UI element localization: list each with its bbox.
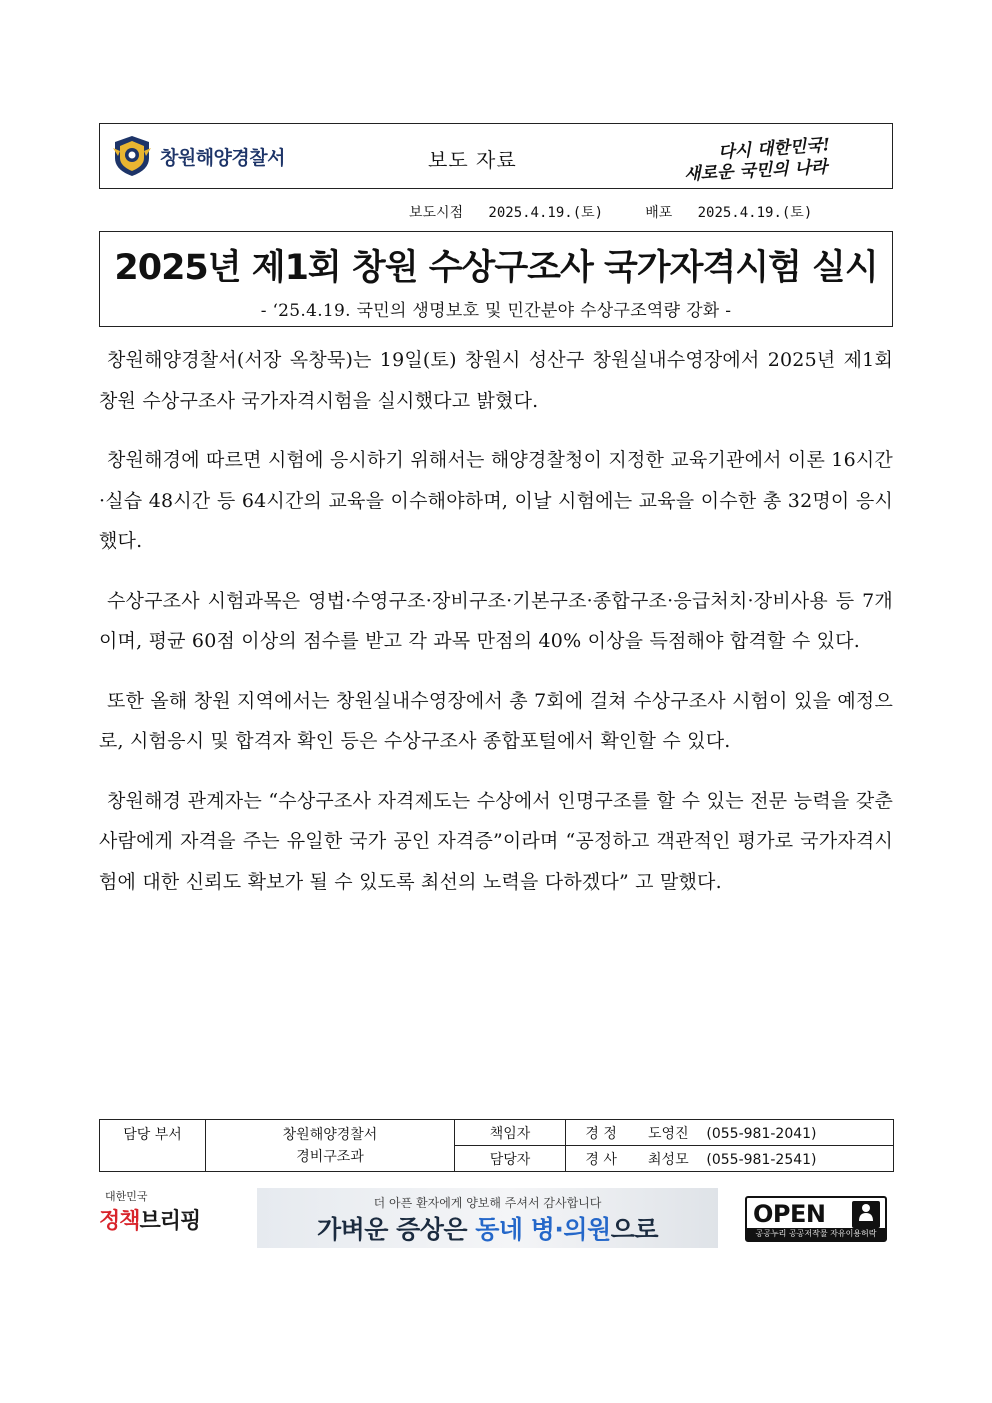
dept-name <box>206 1120 455 1172</box>
dept-line-1: 창원해양경찰서 <box>282 1126 378 1143</box>
kogl-open-license-badge[interactable] <box>745 1196 887 1242</box>
paragraph-3: 수상구조사 시험과목은 영법·수영구조·장비구조·기본구조·종합구조·응급처치·장비사용 등 7개이며, 평균 60점 이상의 점수를 받고 각 과목 만점의 40% 이상을 득점해야 합격할 수 있다. <box>99 589 893 652</box>
subheadline: - ‘25.4.19. 국민의 생명보호 및 민간분야 수상구조역량 강화 - <box>260 301 732 321</box>
paragraph-5: 창원해경 관계자는 “수상구조사 자격제도는 수상에서 인명구조를 할 수 있는 전문 능력을 갖춘 사람에게 자격을 주는 유일한 국가 공인 자격증”이라며 “공정하고 객관적인 평가로 국가자격시험에 대한 신뢰도 확보가 될 수 있도록 최선의 노력을 다하겠다” 고 말했다. <box>99 789 893 893</box>
government-slogan <box>678 132 868 185</box>
doc-type-label: 보도 자료 <box>428 148 517 172</box>
headline: 2025년 제1회 창원 수상구조사 국가자격시험 실시 <box>114 248 878 288</box>
dept-label: 담당 부서 <box>100 1120 206 1172</box>
contact-phone: (055-981-2041) <box>706 1125 817 1142</box>
banner-main-text: 가벼운 증상은 동네 병·의원으로 <box>316 1215 659 1244</box>
campaign-banner[interactable] <box>257 1188 718 1248</box>
contact-name: 최성모 <box>648 1151 689 1168</box>
headline-box <box>99 231 893 327</box>
contact-table <box>99 1119 894 1172</box>
release-time-label: 보도시점 <box>409 205 464 221</box>
contact-phone: (055-981-2541) <box>706 1151 817 1168</box>
contact-rank: 경 사 <box>585 1151 617 1168</box>
contact-rank: 경 정 <box>585 1125 617 1142</box>
contact-info <box>566 1120 894 1146</box>
article-body <box>99 340 893 914</box>
release-info <box>409 202 812 222</box>
distribution-value: 2025.4.19.(토) <box>697 205 813 221</box>
footer <box>99 1186 893 1252</box>
distribution-label: 배포 <box>645 205 673 221</box>
slogan-line-1: 다시 대한민국! <box>717 135 831 163</box>
contact-row <box>100 1120 894 1146</box>
org-logo <box>112 134 285 178</box>
release-time-value: 2025.4.19.(토) <box>488 205 604 221</box>
open-logo-text: OPEN <box>753 1200 826 1228</box>
dept-line-2: 경비구조과 <box>296 1148 364 1165</box>
attribution-person-icon <box>852 1201 880 1228</box>
press-header <box>99 123 893 189</box>
paragraph-4: 또한 올해 창원 지역에서는 창원실내수영장에서 총 7회에 걸쳐 수상구조사 시험이 있을 예정으로, 시험응시 및 합격자 확인 등은 수상구조사 종합포털에서 확인할 수 있다. <box>99 689 893 752</box>
slogan-line-2: 새로운 국민의 나라 <box>683 157 828 185</box>
contact-name: 도영진 <box>648 1125 689 1142</box>
contact-info <box>566 1146 894 1172</box>
briefing-main-text: 정책브리핑 <box>99 1209 201 1234</box>
banner-top-text: 더 아픈 환자에게 양보해 주셔서 감사합니다 <box>373 1196 602 1210</box>
open-license-caption: 공공누리 공공저작물 자유이용허락 <box>747 1228 885 1240</box>
briefing-top-text: 대한민국 <box>105 1190 148 1203</box>
coast-guard-emblem-icon <box>112 134 152 178</box>
contact-role: 책임자 <box>455 1120 566 1146</box>
policy-briefing-logo[interactable] <box>99 1188 219 1248</box>
org-name: 창원해양경찰서 <box>160 146 285 169</box>
contact-role: 담당자 <box>455 1146 566 1172</box>
paragraph-1: 창원해양경찰서(서장 옥창묵)는 19일(토) 창원시 성산구 창원실내수영장에서 2025년 제1회 창원 수상구조사 국가자격시험을 실시했다고 밝혔다. <box>99 349 893 412</box>
paragraph-2: 창원해경에 따르면 시험에 응시하기 위해서는 해양경찰청이 지정한 교육기관에서 이론 16시간·실습 48시간 등 64시간의 교육을 이수해야하며, 이날 시험에는 교육을 이수한 총 32명이 응시했다. <box>99 449 893 552</box>
